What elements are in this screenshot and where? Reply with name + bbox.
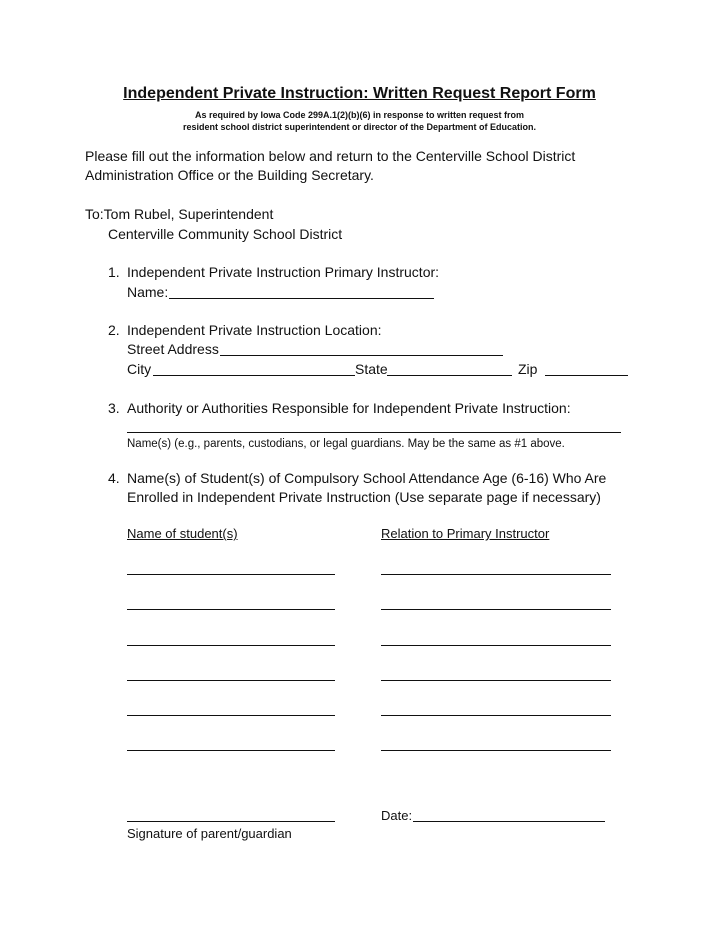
item-4-text-line-2: Enrolled in Independent Private Instruction (Use separate page if necessary) — [127, 489, 601, 505]
zip-field[interactable] — [545, 375, 628, 376]
relation-field-1[interactable] — [381, 574, 611, 575]
street-address-label: Street Address — [127, 341, 219, 357]
relation-field-4[interactable] — [381, 680, 611, 681]
student-name-field-6[interactable] — [127, 750, 335, 751]
student-name-column-header: Name of student(s) — [127, 526, 238, 541]
instructor-name-field[interactable] — [169, 298, 434, 299]
item-1-text: Independent Private Instruction Primary Instructor: — [127, 264, 440, 280]
to-organization: Centerville Community School District — [108, 226, 343, 242]
subtitle-line-1: As required by Iowa Code 299A.1(2)(b)(6) in response to written request from — [194, 110, 525, 120]
street-address-field[interactable] — [220, 355, 503, 356]
student-name-field-1[interactable] — [127, 574, 335, 575]
zip-label: Zip — [518, 361, 538, 377]
student-name-field-5[interactable] — [127, 715, 335, 716]
date-field[interactable] — [413, 821, 605, 822]
instructor-name-label: Name: — [127, 284, 169, 300]
state-label: State — [355, 361, 388, 377]
city-label: City — [127, 361, 152, 377]
relation-field-3[interactable] — [381, 645, 611, 646]
item-3-number: 3. — [108, 400, 120, 416]
item-4-text-line-1: Name(s) of Student(s) of Compulsory School Attendance Age (6-16) Who Are — [127, 470, 607, 486]
state-field[interactable] — [387, 375, 512, 376]
authority-names-field[interactable] — [127, 432, 621, 433]
signature-field[interactable] — [127, 821, 335, 822]
item-1-number: 1. — [108, 264, 120, 280]
to-line: To:Tom Rubel, Superintendent — [85, 206, 274, 222]
item-4-number: 4. — [108, 470, 120, 486]
relation-field-2[interactable] — [381, 609, 611, 610]
relation-column-header: Relation to Primary Instructor — [381, 526, 550, 541]
student-name-field-4[interactable] — [127, 680, 335, 681]
relation-field-6[interactable] — [381, 750, 611, 751]
student-name-field-2[interactable] — [127, 609, 335, 610]
page-title: Independent Private Instruction: Written Request Report Form — [123, 85, 596, 102]
item-2-text: Independent Private Instruction Location: — [127, 322, 382, 338]
signature-label: Signature of parent/guardian — [127, 826, 292, 841]
relation-field-5[interactable] — [381, 715, 611, 716]
intro-line-2: Administration Office or the Building Secretary. — [85, 167, 374, 183]
authority-hint: Name(s) (e.g., parents, custodians, or legal guardians. May be the same as #1 above. — [127, 438, 565, 450]
city-field[interactable] — [153, 375, 355, 376]
student-name-field-3[interactable] — [127, 645, 335, 646]
item-2-number: 2. — [108, 322, 120, 338]
intro-line-1: Please fill out the information below and return to the Centerville School District — [85, 148, 576, 164]
item-3-text: Authority or Authorities Responsible for Independent Private Instruction: — [127, 400, 571, 416]
subtitle-line-2: resident school district superintendent or director of the Department of Education. — [182, 122, 537, 132]
date-label: Date: — [381, 808, 413, 823]
